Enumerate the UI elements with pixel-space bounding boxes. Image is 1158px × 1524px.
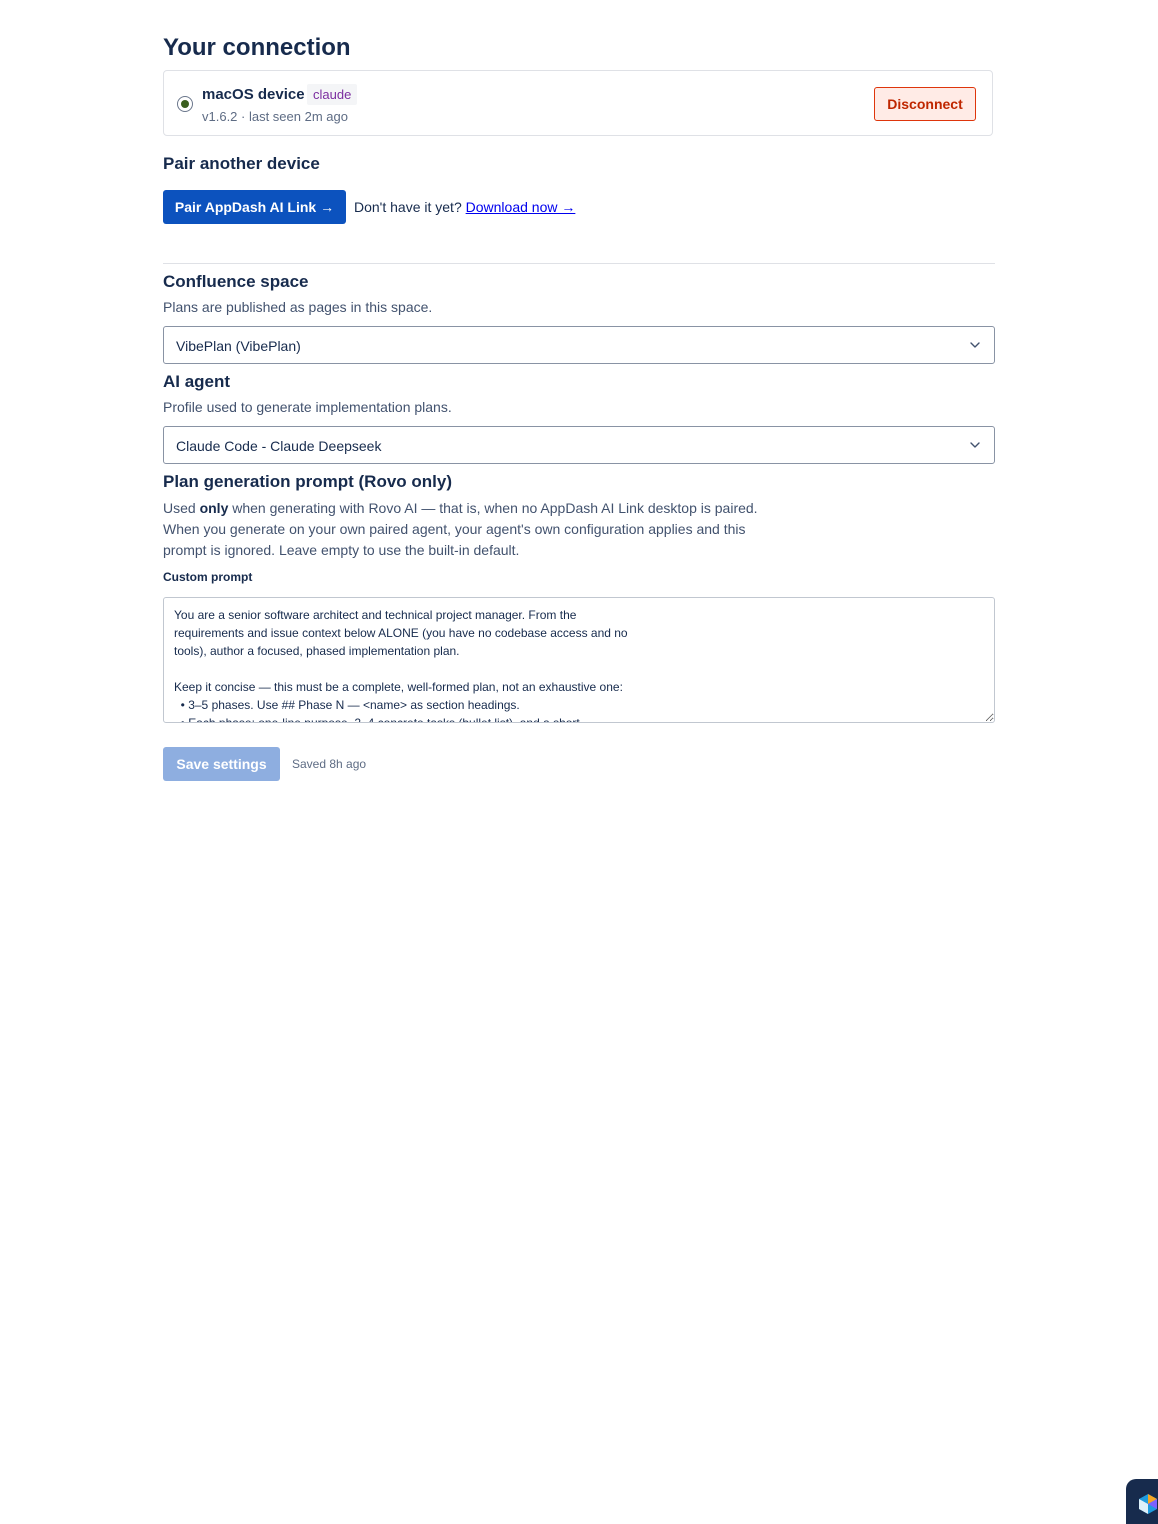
pair-appdash-button[interactable]: Pair AppDash AI Link → [163, 190, 346, 224]
pair-title: Pair another device [163, 154, 320, 173]
confluence-space-value: VibePlan (VibePlan) [176, 338, 301, 354]
confluence-title: Confluence space [163, 272, 309, 291]
disconnect-button[interactable]: Disconnect [874, 87, 976, 121]
ai-agent-select[interactable] [163, 426, 995, 464]
custom-prompt-textarea[interactable] [163, 597, 995, 723]
chevron-down-icon [970, 340, 980, 350]
confluence-description: Plans are published as pages in this space. [163, 299, 433, 315]
prompt-desc-prefix: Used [163, 500, 200, 516]
prompt-desc-rest: when generating with Rovo AI — that is, when no AppDash AI Link desktop is paired. When you generate on your own paired agent, your agent's own configuration applies and this prompt is ignored. Leave empty to use the built-in default. [163, 500, 758, 558]
agent-title: AI agent [163, 372, 231, 391]
prompt-title: Plan generation prompt (Rovo only) [163, 472, 453, 491]
device-tag-badge: claude [307, 84, 357, 105]
prompt-desc-bold: only [199, 500, 229, 516]
confluence-space-select[interactable] [163, 326, 995, 364]
chevron-down-icon [970, 440, 980, 450]
prompt-description [163, 498, 773, 561]
save-settings-button[interactable]: Save settings [163, 747, 280, 781]
pair-note-text: Don't have it yet? [354, 199, 462, 215]
device-meta: v1.6.2 · last seen 2m ago [202, 109, 348, 124]
saved-status: Saved 8h ago [292, 757, 367, 771]
ai-agent-value: Claude Code - Claude Deepseek [176, 438, 382, 454]
agent-description: Profile used to generate implementation plans. [163, 399, 452, 415]
status-online-icon [177, 96, 193, 112]
device-name: macOS device [202, 86, 305, 103]
custom-prompt-label: Custom prompt [163, 570, 253, 584]
connection-card [163, 70, 993, 136]
section-divider [163, 263, 995, 264]
download-link[interactable]: Download now → [465, 199, 576, 215]
hexagon-logo-icon [1138, 1493, 1158, 1515]
assistant-launcher[interactable] [1126, 1479, 1158, 1524]
pair-note [354, 198, 575, 216]
connection-title: Your connection [163, 34, 351, 61]
